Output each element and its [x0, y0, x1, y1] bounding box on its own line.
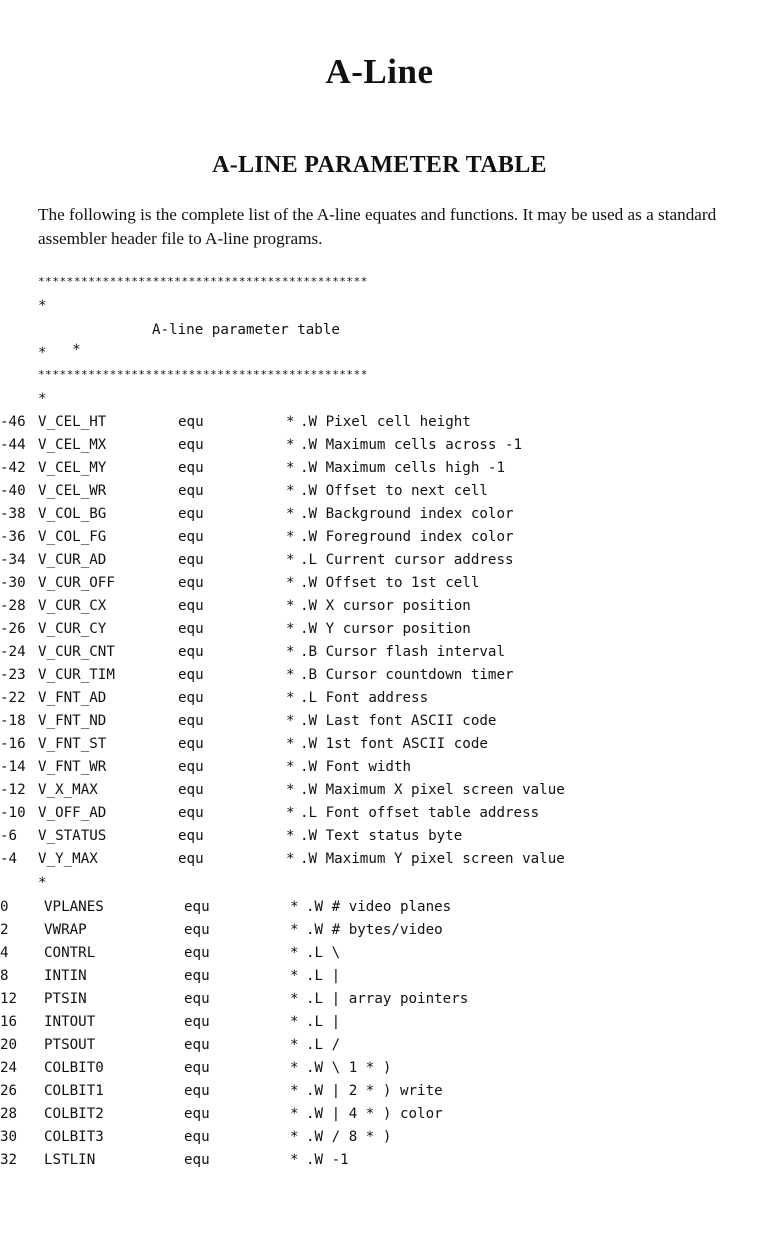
comment-star: *: [286, 759, 295, 775]
equate-name: V_STATUS: [38, 828, 107, 844]
equate-value: -40: [0, 483, 26, 499]
equate-description: .W Pixel cell height: [300, 414, 471, 430]
equate-description: .W Maximum cells across -1: [300, 437, 523, 453]
comment-star: *: [290, 1152, 299, 1168]
equate-row: [0, 412, 759, 432]
equate-row: [0, 596, 759, 616]
equate-name: V_CUR_CNT: [38, 644, 115, 660]
equate-row: [0, 527, 759, 547]
equate-value: 4: [0, 945, 9, 961]
equate-row: [0, 1058, 759, 1078]
equate-value: -12: [0, 782, 26, 798]
equate-name: V_CEL_MX: [38, 437, 107, 453]
equate-name: V_CEL_HT: [38, 414, 107, 430]
equate-name: VWRAP: [44, 922, 87, 938]
equate-description: .L Font offset table address: [300, 805, 540, 821]
equate-directive: equ: [178, 759, 204, 775]
comment-star: *: [290, 968, 299, 984]
equate-description: .W Maximum X pixel screen value: [300, 782, 565, 798]
equate-name: V_OFF_AD: [38, 805, 107, 821]
equate-row: [0, 826, 759, 846]
equate-row: [0, 943, 759, 963]
equate-directive: equ: [178, 828, 204, 844]
comment-star: *: [290, 945, 299, 961]
equate-directive: equ: [184, 1060, 210, 1076]
equate-value: 20: [0, 1037, 18, 1053]
equate-directive: equ: [184, 991, 210, 1007]
comment-star: *: [286, 805, 295, 821]
equate-value: -42: [0, 460, 26, 476]
equate-name: INTIN: [44, 968, 87, 984]
equate-row: [0, 1035, 759, 1055]
equate-row: [0, 897, 759, 917]
equate-description: .W Font width: [300, 759, 412, 775]
equate-name: CONTRL: [44, 945, 96, 961]
comment-star: *: [286, 782, 295, 798]
equate-name: V_CUR_CX: [38, 598, 107, 614]
equate-description: .W | 4 * ) color: [306, 1106, 443, 1122]
comment-star: *: [286, 529, 295, 545]
equate-name: V_CEL_MY: [38, 460, 107, 476]
comment-star: *: [286, 828, 295, 844]
equate-name: V_CEL_WR: [38, 483, 107, 499]
comment-star: *: [286, 667, 295, 683]
equate-directive: equ: [178, 483, 204, 499]
comment-star: *: [290, 922, 299, 938]
equate-value: 28: [0, 1106, 18, 1122]
comment-star: *: [286, 460, 295, 476]
equate-directive: equ: [184, 1037, 210, 1053]
comment-star: *: [38, 875, 47, 891]
equate-directive: equ: [178, 644, 204, 660]
comment-star: *: [286, 736, 295, 752]
comment-star: *: [286, 713, 295, 729]
equate-value: -34: [0, 552, 26, 568]
equate-description: .W Last font ASCII code: [300, 713, 497, 729]
equate-row: [0, 989, 759, 1009]
equate-description: .W Maximum Y pixel screen value: [300, 851, 565, 867]
equate-description: .W # bytes/video: [306, 922, 443, 938]
equate-description: .W Maximum cells high -1: [300, 460, 505, 476]
equate-value: -18: [0, 713, 26, 729]
asterisk-divider-bottom: **********************************************: [38, 368, 368, 381]
equate-value: 24: [0, 1060, 18, 1076]
equate-row: [0, 966, 759, 986]
equate-name: V_CUR_TIM: [38, 667, 115, 683]
equate-directive: equ: [178, 736, 204, 752]
comment-star: *: [286, 506, 295, 522]
page-title: A-Line: [325, 52, 434, 91]
equate-row: [0, 711, 759, 731]
equate-row: [0, 458, 759, 478]
equate-name: LSTLIN: [44, 1152, 96, 1168]
equate-directive: equ: [184, 968, 210, 984]
equate-value: -30: [0, 575, 26, 591]
equate-directive: equ: [178, 575, 204, 591]
equate-value: -22: [0, 690, 26, 706]
equate-row: [0, 619, 759, 639]
equate-directive: equ: [178, 460, 204, 476]
equate-row: [0, 573, 759, 593]
equate-value: -6: [0, 828, 18, 844]
asterisk-divider-top: **********************************************: [38, 275, 368, 288]
equate-value: -23: [0, 667, 26, 683]
equate-row: [0, 920, 759, 940]
equate-directive: equ: [178, 506, 204, 522]
equate-name: PTSOUT: [44, 1037, 96, 1053]
equate-description: .L \: [306, 945, 341, 961]
comment-star: *: [286, 598, 295, 614]
equate-description: .L |: [306, 1014, 341, 1030]
equate-name: V_CUR_OFF: [38, 575, 115, 591]
equate-name: V_FNT_AD: [38, 690, 107, 706]
equate-value: -28: [0, 598, 26, 614]
comment-star: *: [38, 345, 47, 361]
equate-description: .W Offset to 1st cell: [300, 575, 480, 591]
equate-directive: equ: [178, 667, 204, 683]
equate-name: INTOUT: [44, 1014, 96, 1030]
equate-directive: equ: [184, 1129, 210, 1145]
equate-description: .W 1st font ASCII code: [300, 736, 488, 752]
equate-row: [0, 435, 759, 455]
equate-name: V_CUR_AD: [38, 552, 107, 568]
equate-directive: equ: [178, 414, 204, 430]
equate-description: .W / 8 * ): [306, 1129, 392, 1145]
equate-value: -46: [0, 414, 26, 430]
equate-value: 8: [0, 968, 9, 984]
equate-row: [0, 1127, 759, 1147]
comment-star: *: [286, 575, 295, 591]
equate-directive: equ: [178, 713, 204, 729]
equate-name: PTSIN: [44, 991, 87, 1007]
equate-row: [0, 1104, 759, 1124]
equate-value: -14: [0, 759, 26, 775]
equate-value: -24: [0, 644, 26, 660]
equate-description: .W Offset to next cell: [300, 483, 488, 499]
equate-value: -38: [0, 506, 26, 522]
equate-name: V_FNT_ND: [38, 713, 107, 729]
equate-description: .B Cursor countdown timer: [300, 667, 514, 683]
equate-description: .L Current cursor address: [300, 552, 514, 568]
equate-value: -26: [0, 621, 26, 637]
equate-directive: equ: [184, 1014, 210, 1030]
equate-value: 2: [0, 922, 9, 938]
equate-value: -44: [0, 437, 26, 453]
equate-description: .L | array pointers: [306, 991, 469, 1007]
equate-row: [0, 803, 759, 823]
equate-row: [0, 1081, 759, 1101]
equate-row: [0, 1012, 759, 1032]
equate-directive: equ: [178, 782, 204, 798]
comment-star: *: [290, 1129, 299, 1145]
equate-description: .L /: [306, 1037, 341, 1053]
equate-directive: equ: [184, 899, 210, 915]
equate-value: 16: [0, 1014, 18, 1030]
comment-star: *: [286, 644, 295, 660]
comment-star: *: [286, 437, 295, 453]
comment-star: *: [286, 552, 295, 568]
comment-star: *: [286, 414, 295, 430]
equate-directive: equ: [178, 552, 204, 568]
comment-star: *: [290, 1083, 299, 1099]
comment-star: *: [290, 1106, 299, 1122]
equate-name: V_COL_FG: [38, 529, 107, 545]
comment-star: *: [286, 690, 295, 706]
equate-directive: equ: [184, 1083, 210, 1099]
equate-description: .W # video planes: [306, 899, 452, 915]
equate-directive: equ: [184, 1106, 210, 1122]
comment-star: *: [38, 391, 47, 407]
comment-star: *: [286, 483, 295, 499]
intro-paragraph: The following is the complete list of the A-line equates and functions. It may be used as a standard assembler header file to A-line programs.: [38, 205, 717, 248]
equate-directive: equ: [184, 1152, 210, 1168]
equate-description: .W Text status byte: [300, 828, 463, 844]
equate-row: [0, 481, 759, 501]
equate-name: V_Y_MAX: [38, 851, 98, 867]
equate-name: VPLANES: [44, 899, 104, 915]
section-heading: A-LINE PARAMETER TABLE: [212, 152, 547, 178]
equate-value: -16: [0, 736, 26, 752]
equate-name: COLBIT3: [44, 1129, 104, 1145]
equate-description: .W Background index color: [300, 506, 514, 522]
equate-name: COLBIT0: [44, 1060, 104, 1076]
equate-directive: equ: [178, 437, 204, 453]
comment-star: *: [72, 342, 81, 358]
equate-name: V_COL_BG: [38, 506, 107, 522]
equate-description: .W X cursor position: [300, 598, 471, 614]
equate-name: V_FNT_ST: [38, 736, 107, 752]
equate-row: [0, 734, 759, 754]
equate-directive: equ: [178, 621, 204, 637]
comment-star: *: [290, 991, 299, 1007]
equate-directive: equ: [178, 805, 204, 821]
equate-row: [0, 550, 759, 570]
equate-directive: equ: [178, 690, 204, 706]
equate-value: -10: [0, 805, 26, 821]
equate-directive: equ: [178, 851, 204, 867]
comment-star: *: [290, 1060, 299, 1076]
comment-star: *: [290, 1037, 299, 1053]
equate-row: [0, 757, 759, 777]
equate-directive: equ: [184, 945, 210, 961]
equate-name: V_FNT_WR: [38, 759, 107, 775]
equate-value: 26: [0, 1083, 18, 1099]
equate-value: 0: [0, 899, 9, 915]
equate-value: 30: [0, 1129, 18, 1145]
equate-row: [0, 780, 759, 800]
equate-row: [0, 1150, 759, 1170]
comment-star: *: [290, 899, 299, 915]
equate-description: .L |: [306, 968, 341, 984]
equate-directive: equ: [178, 598, 204, 614]
comment-star: *: [38, 298, 47, 314]
comment-star: *: [286, 851, 295, 867]
equate-row: [0, 688, 759, 708]
equate-row: [0, 849, 759, 869]
equate-directive: equ: [178, 529, 204, 545]
equate-row: [0, 665, 759, 685]
equate-name: COLBIT2: [44, 1106, 104, 1122]
equate-row: [0, 642, 759, 662]
equate-directive: equ: [184, 922, 210, 938]
equate-description: .W Y cursor position: [300, 621, 471, 637]
equate-value: 32: [0, 1152, 18, 1168]
equate-row: [0, 504, 759, 524]
comment-star: *: [286, 621, 295, 637]
comment-text: A-line parameter table: [152, 322, 340, 338]
equate-description: .W Foreground index color: [300, 529, 514, 545]
equate-description: .W -1: [306, 1152, 349, 1168]
equate-value: -36: [0, 529, 26, 545]
equate-name: COLBIT1: [44, 1083, 104, 1099]
equate-description: .L Font address: [300, 690, 429, 706]
equate-value: 12: [0, 991, 18, 1007]
equate-description: .B Cursor flash interval: [300, 644, 505, 660]
equate-value: -4: [0, 851, 18, 867]
equate-description: .W \ 1 * ): [306, 1060, 392, 1076]
equate-name: V_X_MAX: [38, 782, 98, 798]
equate-description: .W | 2 * ) write: [306, 1083, 443, 1099]
comment-star: *: [290, 1014, 299, 1030]
equate-name: V_CUR_CY: [38, 621, 107, 637]
